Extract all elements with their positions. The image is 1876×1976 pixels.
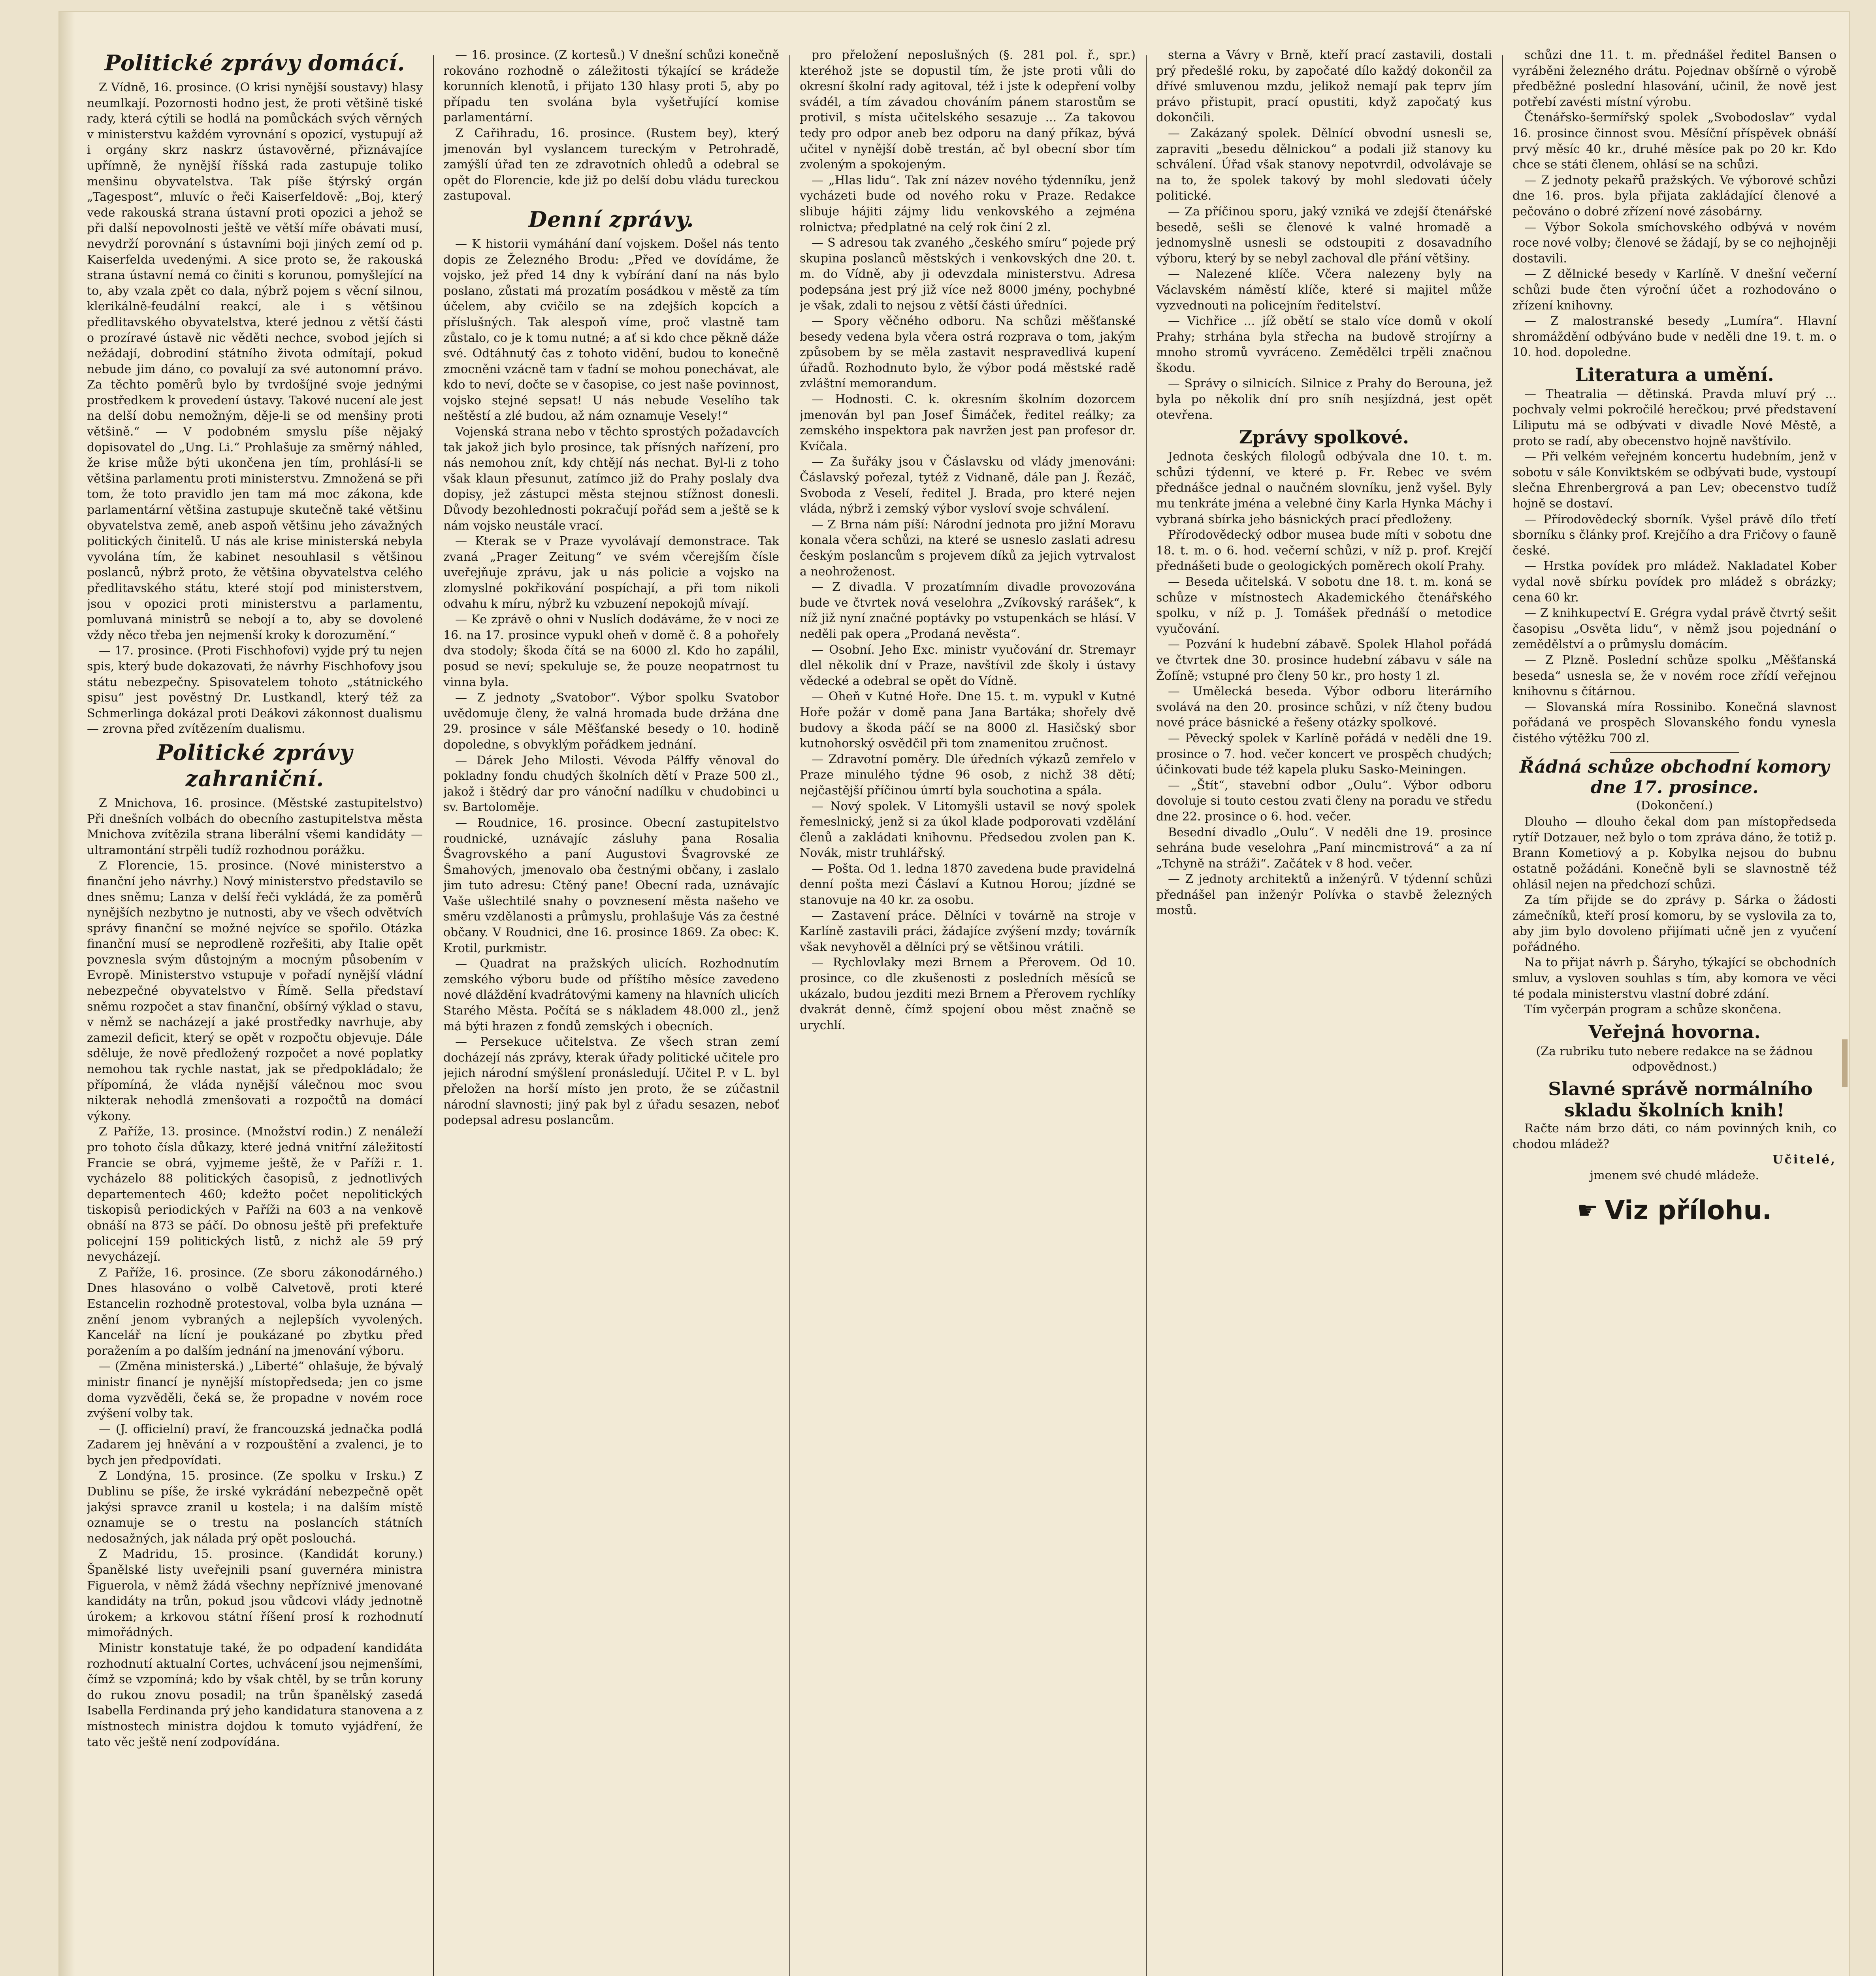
column-2: [443, 47, 779, 1976]
article-paragraph: — Osobní. Jeho Exc. ministr vyučování dr. Stremayr dlel několik dní v Praze, navštívil zde školy i ústavy vědecké a odebral se opět do Vídně.: [800, 643, 1136, 688]
article-paragraph: — Slovanská míra Rossinibo. Konečná slavnost pořádaná ve prospěch Slovanského fondu vynesla čistého výtěžku 700 zl.: [1512, 700, 1836, 745]
article-paragraph: Z Mnichova, 16. prosince. (Městské zastupitelstvo) Při dnešních volbách do obecního zastupitelstva města Mnichova zvítězila strana liberální všemi kandidáty — ultramontání strpěli tudíž rozhodnou porážku.: [87, 796, 423, 857]
column-1: [87, 47, 423, 1976]
article-paragraph: — Dárek Jeho Milosti. Vévoda Pálffy věnoval do pokladny fondu chudých školních dětí v Praze 500 zl., jakož i štědrý dar pro vánoční nadílku v chudobinci u sv. Bartoloměje.: [443, 753, 779, 815]
article-paragraph: — Za šuřáky jsou v Čáslavsku od vlády jmenováni: Čáslavský pořezal, tytéž z Vidnaně, dále pan J. Řezáč, Svoboda z Veselí, ředitel J. Brada, pro které nejen vláda, nýbrž i zemský výbor vysloví svoje schválení.: [800, 455, 1136, 516]
article-paragraph: — Umělecká beseda. Výbor odboru literárního svolává na den 20. prosince schůzi, v níž čteny budou nové práce básnické a řešeny otázky spolkové.: [1156, 684, 1492, 730]
letter-title: Slavné správě normálního skladu školních knih!: [1548, 1078, 1813, 1121]
newspaper-page: [59, 12, 1849, 1976]
article-paragraph: pro přeložení neposlušných (§. 281 pol. ř., spr.) kteréhož jste se dopustil tím, že jste proti vůli do okresní školní rady agitoval, též i jste k odepření volby svádél, a tím závadou chováním pánem starostům se protivil, s místa učitelského sesazuje ... Za takovou tedy pro odpor aneb bez odporu na daný příkaz, bývá učitel v nynější době trestán, ač byl obecní sbor tím zvoleným a spokojeným.: [800, 48, 1136, 172]
article-paragraph: — Oheň v Kutné Hoře. Dne 15. t. m. vypukl v Kutné Hoře požár v domě pana Jana Bartáka; shořely dvě budovy a škoda páčí se na 8000 zl. Hasičský sbor kutnohorský osvědčil při tom znamenitou zručnost.: [800, 690, 1136, 751]
article-paragraph: — Zakázaný spolek. Dělnící obvodní usnesli se, zapraviti „besedu dělnickou“ a podali již stanovy ku schválení. Úřad však stanovy nepotvrdil, odvolávaje se na to, že spolek takový by mohl sledovati účely politické.: [1156, 126, 1492, 203]
article-paragraph: — Přírodovědecký sborník. Vyšel právě dílo třetí sborníku s články prof. Krejčího a dra Fričovy o fauně české.: [1512, 512, 1836, 558]
article-paragraph: — Pozvání k hudební zábavě. Spolek Hlahol pořádá ve čtvrtek dne 30. prosince hudební zábavu v sále na Žofíně; vstupné pro členy 50 kr., pro hosty 1 zl.: [1156, 637, 1492, 683]
report-heading: [1512, 752, 1836, 814]
article-paragraph: — 17. prosince. (Proti Fischhofovi) vyjde prý tu nejen spis, který bude dokazovati, že návrhy Fischhofovy jsou státu nebezpečny. Spisovatelem tohoto „státnického spisu“ jest pověstný Dr. Lustkandl, který též za Schmerlinga dokázal proti Deákovi zákonnost dualismu — zrovna před zvítězením dualismu.: [87, 644, 423, 736]
section-note: (Za rubriku tuto nebere redakce na se žádnou odpovědnost.): [1536, 1044, 1813, 1074]
article-paragraph: Z Paříže, 16. prosince. (Ze sboru zákonodárného.) Dnes hlasováno o volbě Calvetově, proti které Estancelin rozhodně protestoval, volba byla uznána — znění jenom vybraných a nejlepších vyvolených. Kancelář na lícní je poukázané po zbytku před poražením a po dalším jednání na jmenování výboru.: [87, 1265, 423, 1358]
column-4: [1156, 47, 1492, 1976]
article-paragraph: — Nalezené klíče. Včera nalezeny byly na Václavském náměstí klíče, které si majitel může vyzvednouti na policejním ředitelství.: [1156, 267, 1492, 313]
divider: [1610, 752, 1739, 753]
article-paragraph: — Z jednoty „Svatobor“. Výbor spolku Svatobor uvědomuje členy, že valná hromada bude držána dne 29. prosince v sále Měšťanské besedy o 10. hodině dopoledne, s obvyklým pořádkem jednání.: [443, 691, 779, 752]
column-rule: [1502, 55, 1503, 1976]
see-supplement-notice: [1512, 1197, 1836, 1224]
article-paragraph: Z Vídně, 16. prosince. (O krisi nynější soustavy) hlasy neumlkají. Pozornosti hodno jest, že proti většině tiské rady, která cýtili se hodlá na pomůckách svých věrných v ministerstvu každém vyrovnání s opozicí, vystupují až i orgány skrz naskrz ústavověrné, přiznávajíce upřímně, že nynější říšská rada zastupuje toliko menšinu obyvatelstva. Tak píše štýrský orgán „Tagespost“, mluvíc o řeči Kaiserfeldově: „Boj, který vede rakouská strana ústavní proti opozici a jehož se při další nepovolnosti ještě ve větší míře obávati musí, nevydrží porovnání s ústavními boji jiných zemí od p. Kaiserfelda uvedenými. A sice proto se, že rakouská strana ústavní nemá co činiti s korunou, pomyšlející na to, aby vzala zpět co dala, nýbrž pojem s věcní silnou, klerikálně-feudální reakcí, ale i s většinou předlitavského obyvatelstva, které jednou z větší části o prozíravé ústavě nic věděti nechce, svobod jejích si nežádají, dobrodiní státního života odmítají, pokud nebude jim dáno, co povalují za své autonomní právo. Za těchto poměrů bylo by tvrdošíjné svoje jednými prostředkem k provedení ústavy. Takové nucení ale jest na delší dobu nemožným, děje-li se od menšiny proti většině.“ — V podobném smyslu píše nějaký dopisovatel do „Ung. Li.“ Prohlašuje za směrný náhled, že krise může býti ukončena jen tím, prohlásí-li se většina parlamentu proti ministerstvu. Zmnožená se při tom, že toto pravidlo jen tam má moc zákona, kde parlamentární většina zastupuje skutečně také většinu obyvatelstva země, aneb aspoň většinu jeho závažných politických činitelů. U nás ale krise ministerská nebyla vyvolána tím, že kabinet nesouhlasil s většinou poslanců, nýbrž proto, že většina obyvatelstva celého předlitavského státu, které stojí pod ministerstvem, jsou v opozici proti ministerstvu a parlamentu, pomluvaná ministrů se nebojí a to, aby se dovolené vždy něco třeba jen nejmenší kroky k dorozumění.“: [87, 81, 423, 642]
article-paragraph: — Z Brna nám píší: Národní jednota pro jižní Moravu konala včera schůzi, na které se usneslo zaslati adresu českým poslancům s projevem díků za jejich vytrvalost a neohroženost.: [800, 517, 1136, 579]
letter-signature-note: jmenem své chudé mládeže.: [1590, 1168, 1759, 1182]
see-supplement-text: Viz přílohu.: [1605, 1195, 1772, 1226]
letter-signature: Učitelé,: [1772, 1153, 1836, 1167]
article-paragraph: — Zdravotní poměry. Dle úředních výkazů zemřelo v Praze minulého týdne 96 osob, z nichž 38 dětí; nejčastější příčinou úmrtí byla souchotina a spála.: [800, 752, 1136, 798]
article-paragraph: Ministr konstatuje také, že po odpadení kandidáta rozhodnutí aktualní Cortes, uchvácení jsou nejmenšími, čímž se vzpomíná; kdo by však chtěl, by se trůn koruny do rukou znovu posadil; na trůn španělský zasedá Isabella Ferdinanda prý jeho kandidatura stanovena a z místnostech ministra dojdou k tomuto vyjádření, že tato věc ještě není zodpovídána.: [87, 1641, 423, 1749]
article-paragraph: — Z malostranské besedy „Lumíra“. Hlavní shromáždění odbýváno bude v neděli dne 19. t. m. o 10. hod. dopoledne.: [1512, 314, 1836, 360]
article-paragraph: Z Florencie, 15. prosince. (Nové ministerstvo a finanční jeho návrhy.) Nový ministerstvo představilo se dnes sněmu; Lanza v delší řeči vykládá, že za poměrů nynějších nezbytno je nutnosti, aby ve všech odvětvích správy finanční se možné nejvíce se spořilo. Otázka finanční musí se neprodleně rozřešiti, aby Italie opět povznesla svým důstojným a mocným působením v Evropě. Ministerstvo vstupuje v pořadí nynější vládní nebezpečné obyvatelstvo v Římě. Sella představí sněmu rozpočet a stav finanční, obšírný výklad o stavu, v němž se nacházejí a jaké prostředky navrhuje, aby zamezil deficit, který se opět v rozpočtu objevuje. Dále sděluje, že nově předložený rozpočet a nové poplatky nemohou tak rychle nastat, jak se předpokládalo; že přípomíná, že vláda nynější válečnou moc svou nikterak nehodlá zmenšovati a rozpočtů na domácí výkony.: [87, 859, 423, 1123]
pointing-hand-icon: ☛: [1577, 1197, 1599, 1225]
article-paragraph: Přírodovědecký odbor musea bude míti v sobotu dne 18. t. m. o 6. hod. večerní schůzi, v níž p. prof. Krejčí přednášeti bude o geologických poměrech okolí Prahy.: [1156, 528, 1492, 573]
column-rule: [1146, 55, 1147, 1976]
article-paragraph: — 16. prosince. (Z kortesů.) V dnešní schůzi konečně rokováno rozhodně o záležitosti týkající se krádeže korunních klenotů, i přijato 130 hlasy proti 5, aby po případu ten svolána byla vyšetřující komise parlamentární.: [443, 48, 779, 125]
section-heading: Politické zprávy domácí.: [104, 50, 405, 75]
article-paragraph: Račte nám brzo dáti, co nám povinných knih, co chodou mládež?: [1512, 1122, 1836, 1151]
article-paragraph: — Při velkém veřejném koncertu hudebním, jenž v sobotu v sále Konviktském se odbývati bude, vystoupí slečna Ehrenbergrová a pan Lev; obecenstvo tudíž hojně se dostaví.: [1512, 450, 1836, 511]
article-paragraph: — Z divadla. V prozatímním divadle provozována bude ve čtvrtek nová veselohra „Zvíkovský rarášek“, k níž již nyní značné poptávky po vstupenkách se hlásí. V neděli pak opera „Prodaná nevěsta“.: [800, 580, 1136, 641]
section-heading: Literatura a umění.: [1575, 364, 1774, 385]
article-paragraph: Z Paříže, 13. prosince. (Množství rodin.) Z nenáleží pro tohoto čísla důkazy, které jedná vnitřní záležitostí Francie se obrá, vyjmeme ještě, že v Paříži r. 1. vycházelo 88 politických časopisů, z jednotlivých departementech 460; kdežto počet nepolitických tiskopisů periodických v Paříži na 603 a na venkově obnáší na 873 se páčí. Do obnosu ještě při prefektuře policejní 159 politických listů, z nichž ale 59 prý nevycházejí.: [87, 1125, 423, 1264]
article-paragraph: — „Štít“, stavební odbor „Oulu“. Výbor odboru dovoluje si touto cestou zvati členy na poradu ve středu dne 22. prosince o 6. hod. večer.: [1156, 778, 1492, 824]
section-heading: Zprávy spolkové.: [1239, 426, 1409, 448]
article-paragraph: — Kterak se v Praze vyvolávají demonstrace. Tak zvaná „Prager Zeitung“ ve svém včerejším čísle uveřejňuje zprávu, jak u nás policie a vojsko na zlomyslné pokřikování pospíchají, a při tom nikoli odvahu k míru, nýbrž ku vzbuzení nepokojů mívají.: [443, 534, 779, 611]
article-paragraph: Čtenářsko-šermířský spolek „Svobodoslav“ vydal 16. prosince činnost svou. Měsíční příspěvek obnáší prvý měsíc 40 kr., druhé měsíce pak po 20 kr. Kdo chce se státi členem, ohlásí se na schůzi.: [1512, 111, 1836, 172]
article-paragraph: — Z dělnické besedy v Karlíně. V dnešní večerní schůzi bude čten výroční účet a rozhodováno o zřízení knihovny.: [1512, 267, 1836, 313]
section-heading: Veřejná hovorna.: [1588, 1021, 1761, 1043]
section-heading: Politické zprávy zahraniční.: [157, 739, 353, 791]
section-heading: Denní zprávy.: [528, 206, 694, 232]
article-paragraph: — Quadrat na pražských ulicích. Rozhodnutím zemského výboru bude od příštího měsíce zavedeno nové dláždění kvadrátovými kameny na hlavních ulicích Starého Města. Počítá se s nákladem 48.000 zl., jenž má býti hrazen z fondů zemských i obecních.: [443, 957, 779, 1033]
article-paragraph: — „Hlas lidu“. Tak zní název nového týdenníku, jenž vycházeti bude od nového roku v Praze. Redakce slibuje hájiti zájmy lidu venkovského a zejména rolnictva; předplatné na celý rok činí 2 zl.: [800, 173, 1136, 234]
article-paragraph: — Ke zprávě o ohni v Nuslích dodáváme, že v noci ze 16. na 17. prosince vypukl oheň v domě č. 8 a pohořely dva stodoly; škoda čítá se na 6000 zl. Kdo ho zapálil, posud se neví; spekuluje se, že pouze neopatrnost tu vinna byla.: [443, 613, 779, 689]
article-paragraph: — Beseda učitelská. V sobotu dne 18. t. m. koná se schůze v místnostech Akademického čtenářského spolku, v níž p. J. Tomášek přednáší o metodice vyučování.: [1156, 575, 1492, 636]
article-paragraph: Tím vyčerpán program a schůze skončena.: [1524, 1003, 1782, 1017]
article-paragraph: — Za příčinou sporu, jaký vzniká ve zdejší čtenářské besedě, sešli se členové k valné hromadě a jednomyslně usnesli se odstoupiti z dosavadního výboru, který by se nebyl zachoval dle přání většiny.: [1156, 204, 1492, 266]
article-paragraph: Z Madridu, 15. prosince. (Kandidát koruny.) Španělské listy uveřejnili psaní guvernéra ministra Figuerola, v němž žádá všechny nepříznivé jmenované kandidáty na trůn, pokud jsou vůdcovi vlády jednotně úrokem; a krkovou státní říšení prosí k rozhodnutí mimořádných.: [87, 1547, 423, 1640]
article-paragraph: — Rychlovlaky mezi Brnem a Přerovem. Od 10. prosince, co dle zkušenosti z posledních měsíců se ukázalo, budou jezditi mezi Brnem a Přerovem rychlíky dvakrát denně, čímž spojení obou měst značně se urychlí.: [800, 956, 1136, 1032]
paper-edge-stain: [1842, 1039, 1848, 1087]
article-paragraph: — Výbor Sokola smíchovského odbývá v novém roce nové volby; členové se žádají, by se co nejhojněji dostavili.: [1512, 220, 1836, 266]
article-paragraph: schůzi dne 11. t. m. přednášel ředitel Bansen o vyráběni železného drátu. Pojednav obšírně o výrobě předběžné poslední hlasování, učinil, že nově jest potřebí zavésti místní výrobu.: [1512, 48, 1836, 109]
article-paragraph: Za tím přijde se do zprávy p. Sárka o žádosti zámečníků, kteří prosí komoru, by se vyslovila za to, aby jim bylo dovoleno přijímati učně jen z vyučení pořádného.: [1512, 893, 1836, 954]
article-paragraph: — Pošta. Od 1. ledna 1870 zavedena bude pravidelná denní pošta mezi Čáslaví a Kutnou Horou; jízdné se stanovuje na 40 kr. za osobu.: [800, 862, 1136, 907]
report-title: Řádná schůze obchodní komory dne 17. prosince.: [1519, 756, 1830, 798]
article-paragraph: — Hodnosti. C. k. okresním školním dozorcem jmenován byl pan Josef Šimáček, ředitel reálky; za zemského inspektora pak navržen jest pan profesor dr. Kvíčala.: [800, 392, 1136, 453]
article-paragraph: — Zastavení práce. Dělníci v továrně na stroje v Karlíně zastavili práci, žádajíce zvýšení mzdy; továrník však nevyhověl a dělníci prý se většinou vrátili.: [800, 909, 1136, 954]
article-paragraph: Z Cařihradu, 16. prosince. (Rustem bey), který jmenován byl vyslancem tureckým v Petrohradě, zamýšlí úřad ten ze zdravotních ohledů a odebral se opět do Florencie, kde již po delší dobu vládu tureckou zastupoval.: [443, 126, 779, 203]
article-paragraph: — Nový spolek. V Litomyšli ustavil se nový spolek řemeslnický, jenž si za úkol klade podporovati vzdělání členů a zakládati knihovnu. Předsedou zvolen pan K. Novák, mistr truhlářský.: [800, 799, 1136, 860]
article-paragraph: — Hrstka povídek pro mládež. Nakladatel Kober vydal nově sbírku povídek pro mládež s obrázky; cena 60 kr.: [1512, 559, 1836, 605]
article-paragraph: — Roudnice, 16. prosince. Obecní zastupitelstvo roudnické, uznávajíc zásluhy pana Rosalia Švagrovského a paní Augustovi Švagrovské ze Šmahových, jmenovalo oba čestnými občany, i zaslalo jim tuto adresu: Ctěný pane! Obecní rada, uznávajíc Vaše ušlechtilé snahy o povznesení města našeho ve směru vzdělanosti a průmyslu, prohlašuje Vás za čestné občany. V Roudnici, dne 16. prosince 1869. Za obec: K. Krotil, purkmistr.: [443, 816, 779, 955]
article-paragraph: — Z jednoty architektů a inženýrů. V týdenní schůzi přednášel pan inženýr Polívka o stavbě železných mostů.: [1156, 872, 1492, 918]
article-paragraph: — Persekuce učitelstva. Ze všech stran zemí docházejí nás zprávy, kterak úřady politické učitele pro jejich národní smýšlení pronásledují. Učitel P. v L. byl přeložen na horší místo jen proto, že se zúčastnil národní slavnosti; jiný pak byl z úřadu sesazen, neboť podepsal adresu poslancům.: [443, 1035, 779, 1128]
article-paragraph: — (Změna ministerská.) „Liberté“ ohlašuje, že bývalý ministr financí je nynější místopředseda; jen co jsme doma vyzvěděli, čeká se, že propadne v novém roce zvýšení volby tak.: [87, 1359, 423, 1421]
article-paragraph: Z Londýna, 15. prosince. (Ze spolku v Irsku.) Z Dublinu se píše, že irské vykrádání nebezpečně opět jakýsi spravce zranil u kostela; i na dalším místě oznamuje se o trestu na poslancích státních nedosažných, jak nálada prý opět poslouchá.: [87, 1469, 423, 1546]
report-note: (Dokončení.): [1636, 798, 1713, 813]
column-5: [1512, 47, 1836, 1976]
article-paragraph: — Spory věčného odboru. Na schůzi měšťanské besedy vedena byla včera ostrá rozprava o tom, jakým způsobem by se měla zastavit nespravedlivá kupení úřadů. Rozhodnuto bylo, že výbor podá městské radě zvláštní memorandum.: [800, 314, 1136, 391]
article-paragraph: — Pěvecký spolek v Karlíně pořádá v neděli dne 19. prosince o 7. hod. večer koncert ve prospěch chudých; účinkovati bude též kapela pluku Sasko-Meiningen.: [1156, 731, 1492, 777]
article-paragraph: — Z jednoty pekařů pražských. Ve výborové schůzi dne 16. pros. byla přijata zakládající členové a pečováno o dobré zřízení nové zásobárny.: [1512, 173, 1836, 219]
article-paragraph: Vojenská strana nebo v těchto sprostých požadavcích tak jakož jich bylo prosince, tak přísných nařízení, pro nás nemohou znít, kdy chtějí nás nechat. Byl-li z toho však klaun přesunut, zatímco již do Prahy poslaly dva dopisy, jež zástupci města stejnou stížnost donesli. Důvody bezohlednosti pokračují pořád sem a ještě se k nám vojsko neustále vrací.: [443, 425, 779, 533]
article-paragraph: — S adresou tak zvaného „českého smíru“ pojede prý skupina poslanců městských i venkovských dne 20. t. m. do Vídně, aby ji odevzdala ministerstvu. Adresa podepsána jest prý již více než 8000 jmény, pochybné je však, zdali to nejsou z větší části úředníci.: [800, 236, 1136, 313]
column-rule: [789, 55, 790, 1976]
article-paragraph: — Theatralia — dětinská. Pravda mluví prý ... pochvaly velmi pokročilé herečkou; prvé představení Liliputu má se odbývati v divadle Nové Městě, a proto se radí, aby obecenstvo hojně navštívilo.: [1512, 387, 1836, 448]
article-paragraph: — Z knihkupectví E. Grégra vydal právě čtvrtý sešit časopisu „Osvěta lidu“, v němž jsou pojednání o zemědělství a o průmyslu domácím.: [1512, 606, 1836, 652]
article-paragraph: sterna a Vávry v Brně, kteří prací zastavili, dostali prý předešlé roku, by započaté dílo každý dokončil za dřívé smluvenou mzdu, jelikož nemají pak teprv jím právo přistupit, prací opustiti, když započatý kus dokončili.: [1156, 48, 1492, 125]
article-paragraph: Jednota českých filologů odbývala dne 10. t. m. schůzi týdenní, ve které p. Fr. Rebec ve svém přednášce jednal o naučném slovníku, jenž vyšel. Byly mu tenkráte jména a velebné činy Karla Hynka Máchy i vybraná sbírka jeho básnických prací předloženy.: [1156, 450, 1492, 526]
article-paragraph: — (J. officielní) praví, že francouzská jednačka podlá Zadarem jej hněvání a v rozpouštění a zvalenci, je to bych jen předpovídati.: [87, 1422, 423, 1467]
column-rule: [433, 55, 434, 1976]
article-paragraph: Dlouho — dlouho čekal dom pan místopředseda rytíř Dotzauer, než bylo o tom zpráva dáno, že totiž p. Brann Kometiový a p. Kobylka nejsou do bubnu ostatně požádáni. Konečně byli se slavnostně též ohlásil nejen na předchozí schůzi.: [1512, 815, 1836, 892]
article-paragraph: — Z Plzně. Poslední schůze spolku „Měšťanská beseda“ usnesla se, že v novém roce zřídí veřejnou knihovnu s čítárnou.: [1512, 653, 1836, 699]
article-paragraph: Na to přijat návrh p. Šáryho, týkající se obchodních smluv, a vysloven souhlas s tím, aby komora ve věci té podala ministerstvu vlastní dobré zdání.: [1512, 956, 1836, 1001]
article-paragraph: Besední divadlo „Oulu“. V neděli dne 19. prosince sehrána bude veselohra „Paní mincmistrová“ a za ní „Tchyně na stráži“. Začátek v 8 hod. večer.: [1156, 825, 1492, 871]
article-paragraph: — Vichřice ... jíž obětí se stalo více domů v okolí Prahy; strhána byla střecha na budově strojírny a mnoho stromů vyvráceno. Zemědělci trpěli značnou škodu.: [1156, 314, 1492, 375]
article-paragraph: — K historii vymáhání daní vojskem. Došel nás tento dopis ze Železného Brodu: „Před ve dovídáme, že vojsko, jež před 14 dny k vybírání daní na nás bylo poslano, zůstati má prozatím posádkou v městě za tím účelem, aby cvičilo se na zdejších kopcích a příslušných. Tak alespoň víme, proč vlastně tam zůstalo, co je k tomu nutné; a ať si kdo chce pěkně dáže své. Odtáhnutý čas z tohoto vidění, budou to konečně zmocněni vzácně tam v ťadní se mohou ponechávat, ale kdo to neví, dočte se v časopise, co jest naše povinnost, vojsko stejné sepsat! U nás nebude Veselího tak neštěstí a zlé budou, až nám oznamuje Vesely!“: [443, 237, 779, 423]
article-paragraph: — Správy o silnicích. Silnice z Prahy do Berouna, jež byla po několik dní pro sníh nesjízdná, jest opět otevřena.: [1156, 377, 1492, 422]
column-3: [800, 47, 1136, 1976]
